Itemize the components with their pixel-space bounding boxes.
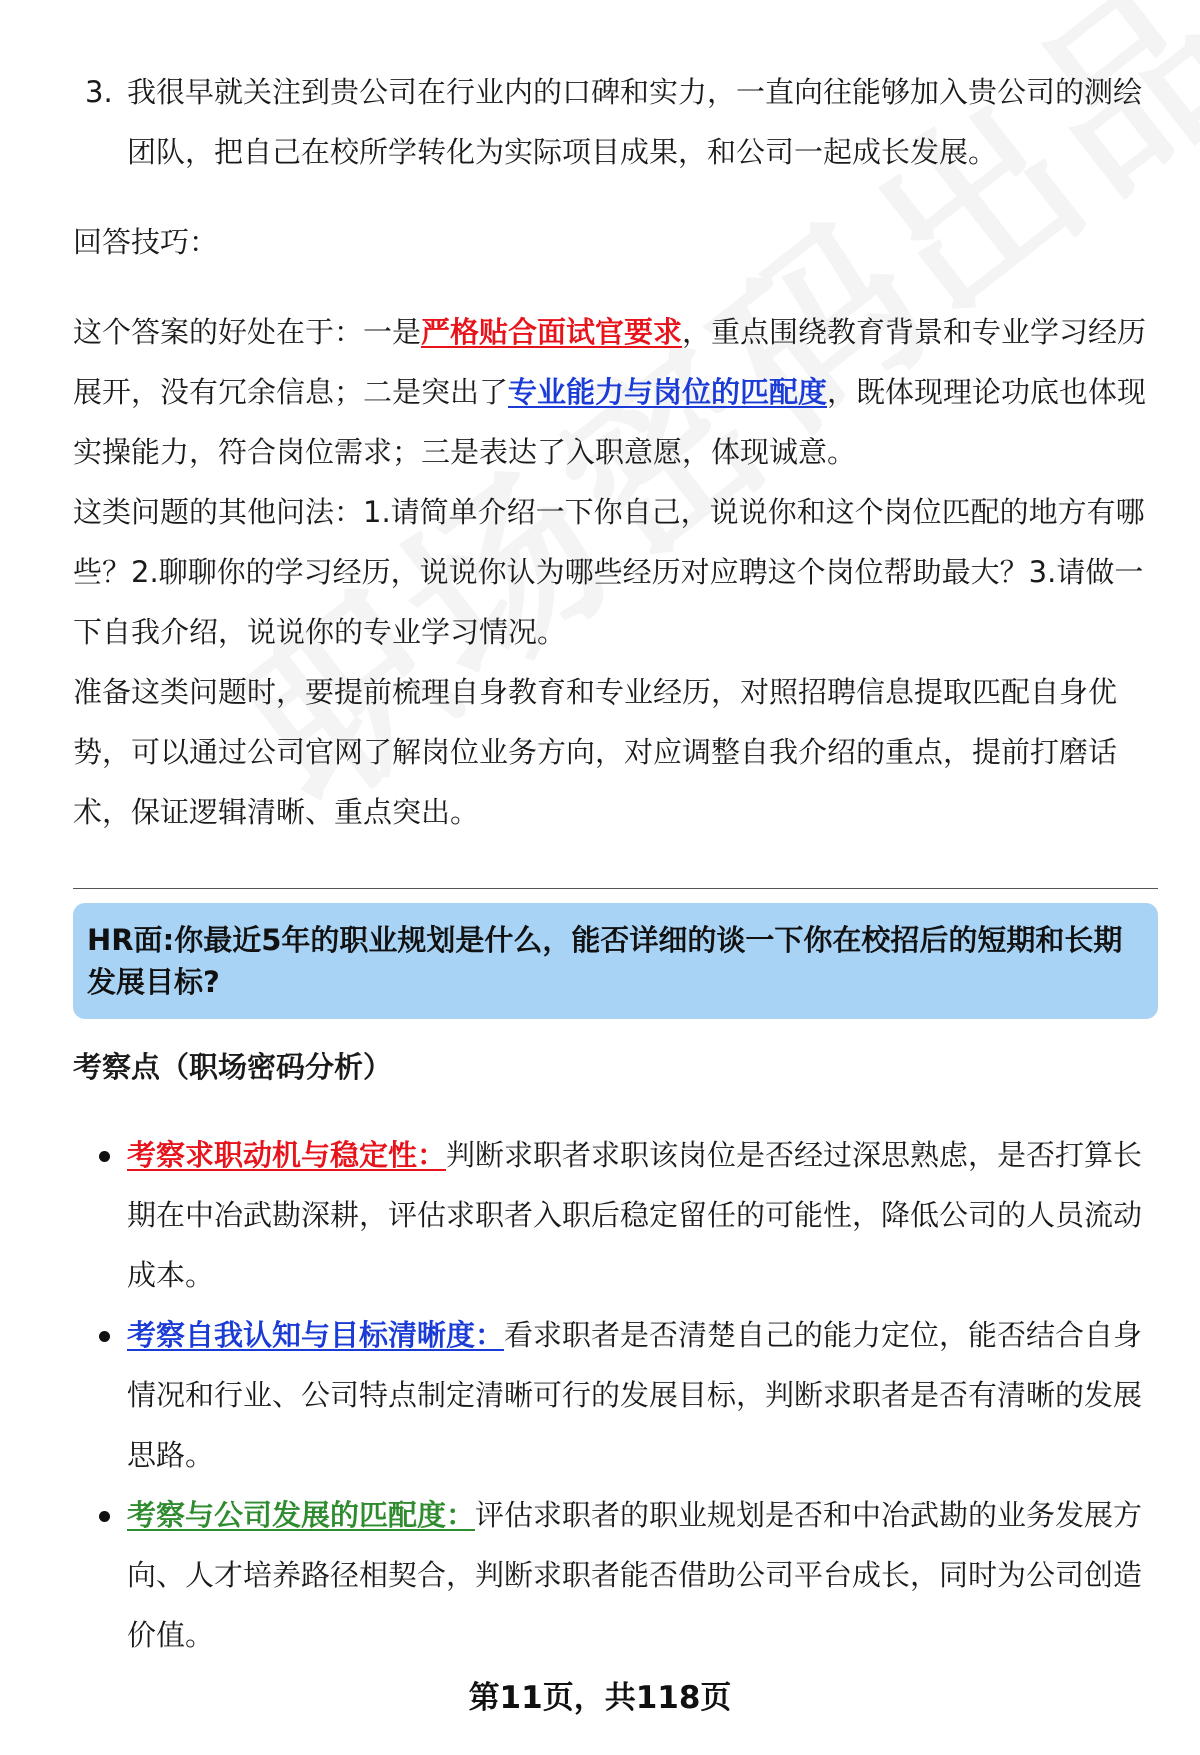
page-footer: 第11页，共118页 [468,1680,732,1716]
list-item [73,1125,1158,1305]
analysis-paragraph-2: 这类问题的其他问法：1.请简单介绍一下你自己，说说你和这个岗位匹配的地方有哪些？2.聊聊你的学习经历，说说你认为哪些经历对应聘这个岗位帮助最大？3.请做一下自我介绍，说说你的专业学习情况。 [73,495,1145,649]
list-number: 3. [85,75,113,109]
list-item [73,1305,1158,1485]
analysis-paragraph-3: 准备这类问题时，要提前梳理自身教育和专业经历，对照招聘信息提取匹配自身优势，可以通过公司官网了解岗位业务方向，对应调整自我介绍的重点，提前打磨话术，保证逻辑清晰、重点突出。 [73,675,1118,829]
answer-item-3 [73,62,1158,182]
point-text: 判断求职者求职该岗位是否经过深思熟虑，是否打算长期在中冶武勘深耕，评估求职者入职后稳定留任的可能性，降低公司的人员流动成本。 [127,1138,1143,1292]
bullet-icon [99,1151,110,1162]
point-text: 看求职者是否清楚自己的能力定位，能否结合自身情况和行业、公司特点制定清晰可行的发展目标，判断求职者是否有清晰的发展思路。 [127,1318,1143,1472]
point-text: 评估求职者的职业规划是否和中冶武勘的业务发展方向、人才培养路径相契合，判断求职者能否借助公司平台成长，同时为公司创造价值。 [127,1498,1143,1652]
analysis-text: ，既体现理论功底也体现实操能力，符合岗位需求；三是表达了入职意愿，体现诚意。 [73,375,1147,469]
answer-item-text: 我很早就关注到贵公司在行业内的口碑和实力，一直向往能够加入贵公司的测绘团队，把自己在校所学转化为实际项目成果，和公司一起成长发展。 [127,75,1143,169]
section-divider [73,888,1158,889]
question-box: HR面:你最近5年的职业规划是什么，能否详细的谈一下你在校招后的短期和长期发展目标? [73,903,1158,1019]
point-label: 考察自我认知与目标清晰度： [127,1318,505,1352]
analysis-text: 这个答案的好处在于：一是 [73,315,422,349]
bullet-icon [99,1511,110,1522]
highlight-match: 专业能力与岗位的匹配度 [508,375,828,409]
document-page [73,0,1158,1665]
points-list [73,1125,1158,1665]
analysis-paragraph-1 [73,302,1158,482]
highlight-requirement: 严格贴合面试官要求 [421,315,683,349]
list-item [73,1485,1158,1665]
bullet-icon [99,1331,110,1342]
point-label: 考察与公司发展的匹配度： [127,1498,476,1532]
point-label: 考察求职动机与稳定性： [127,1138,447,1172]
tips-label: 回答技巧： [73,225,219,259]
analysis-text: ，重点围绕教育背景和专业学习经历展开，没有冗余信息；二是突出了 [73,315,1147,409]
section-title: 考察点（职场密码分析） [73,1050,393,1084]
